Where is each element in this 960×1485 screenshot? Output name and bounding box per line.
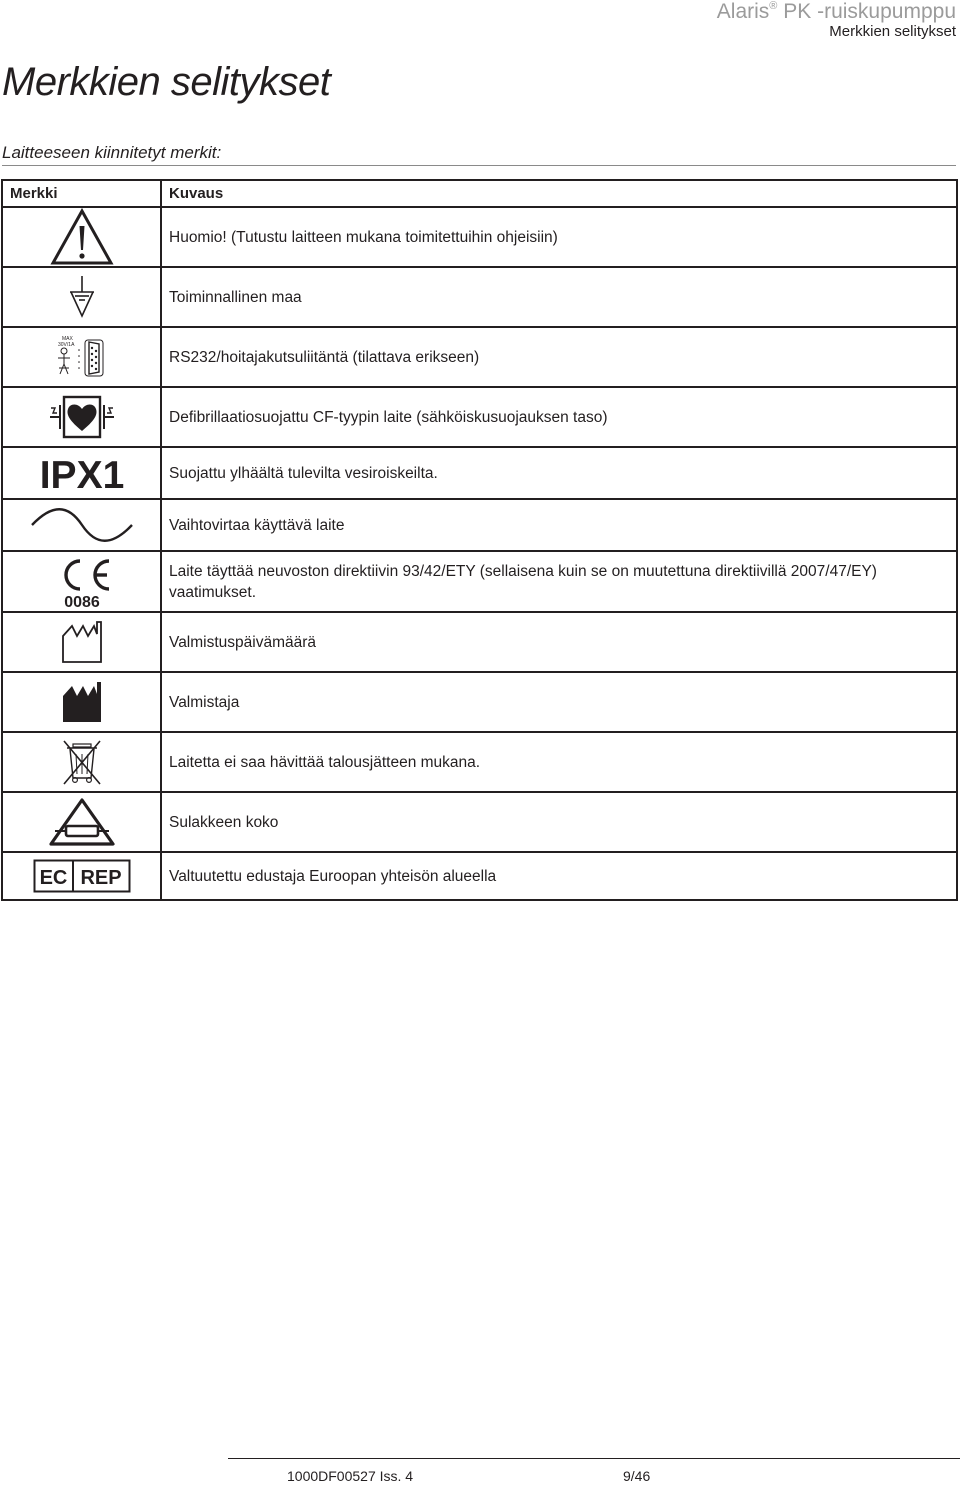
column-header-symbol: Merkki xyxy=(2,180,161,207)
symbol-cell xyxy=(2,732,161,792)
table-row xyxy=(2,267,957,327)
footer-doc-number: 1000DF00527 Iss. 4 xyxy=(287,1468,414,1484)
notified-body-number: 0086 xyxy=(63,593,100,608)
weee-bin-icon xyxy=(61,738,103,786)
symbol-cell xyxy=(2,207,161,267)
table-row xyxy=(2,852,957,900)
symbol-cell xyxy=(2,612,161,672)
table-row xyxy=(2,387,957,447)
fuse-rating-icon xyxy=(47,796,117,848)
symbol-cell xyxy=(2,447,161,499)
description-cell: Laitetta ei saa hävittää talousjätteen mukana. xyxy=(161,732,957,792)
ce-mark-icon xyxy=(47,556,117,608)
description-cell: Valtuutettu edustaja Euroopan yhteisön alueella xyxy=(161,852,957,900)
table-header-row xyxy=(2,180,957,207)
column-header-description: Kuvaus xyxy=(161,180,957,207)
symbols-table xyxy=(1,179,958,901)
caution-triangle-icon xyxy=(50,208,114,266)
table-row xyxy=(2,499,957,551)
symbol-cell xyxy=(2,551,161,612)
symbol-cell xyxy=(2,499,161,551)
rep-label: REP xyxy=(79,867,122,889)
symbol-cell xyxy=(2,387,161,447)
table-row xyxy=(2,732,957,792)
functional-earth-icon xyxy=(67,275,97,319)
table-row xyxy=(2,327,957,387)
section-subtitle: Laitteeseen kiinnitetyt merkit: xyxy=(2,143,222,162)
alternating-current-icon xyxy=(30,508,134,542)
ec-label: EC xyxy=(39,867,67,889)
icon-label-rating: 30V/1A xyxy=(57,342,74,348)
description-cell: Huomio! (Tutustu laitteen mukana toimitettuihin ohjeisiin) xyxy=(161,207,957,267)
symbol-cell xyxy=(2,267,161,327)
ipx1-label: IPX1 xyxy=(39,454,124,495)
table-row xyxy=(2,207,957,267)
page-title: Merkkien selitykset xyxy=(2,60,331,104)
table-row xyxy=(2,672,957,732)
description-cell: Toiminnallinen maa xyxy=(161,267,957,327)
icon-label-max: MAX xyxy=(61,336,73,342)
table-row xyxy=(2,612,957,672)
table-row xyxy=(2,447,957,499)
ipx1-icon xyxy=(32,451,132,495)
subtitle-divider xyxy=(2,165,956,166)
description-cell: Laite täyttää neuvoston direktiivin 93/42/ETY (sellaisena kuin se on muutettuna direktiivillä 2007/47/EY) vaatimukset. xyxy=(161,551,957,612)
manufacture-date-icon xyxy=(61,620,103,664)
ec-rep-icon xyxy=(33,859,131,893)
description-cell: Vaihtovirtaa käyttävä laite xyxy=(161,499,957,551)
rs232-nurse-call-icon xyxy=(52,334,112,380)
symbol-cell xyxy=(2,792,161,852)
table-row xyxy=(2,792,957,852)
symbol-cell xyxy=(2,327,161,387)
defibrillation-proof-cf-icon xyxy=(48,395,116,439)
manufacturer-icon xyxy=(61,680,103,724)
footer-page-number: 9/46 xyxy=(623,1468,651,1484)
symbol-cell xyxy=(2,852,161,900)
description-cell: Sulakkeen koko xyxy=(161,792,957,852)
description-cell: Valmistaja xyxy=(161,672,957,732)
symbol-cell xyxy=(2,672,161,732)
description-cell: Valmistuspäivämäärä xyxy=(161,612,957,672)
description-cell: RS232/hoitajakutsuliitäntä (tilattava erikseen) xyxy=(161,327,957,387)
description-cell: Suojattu ylhäältä tulevilta vesiroiskeilta. xyxy=(161,447,957,499)
description-cell: Defibrillaatiosuojattu CF-tyypin laite (sähköiskusuojauksen taso) xyxy=(161,387,957,447)
footer-divider xyxy=(228,1458,960,1459)
table-row xyxy=(2,551,957,612)
header-section-title: Merkkien selitykset xyxy=(829,23,956,40)
header-product-name: Alaris® PK -ruiskupumppu xyxy=(716,0,956,23)
